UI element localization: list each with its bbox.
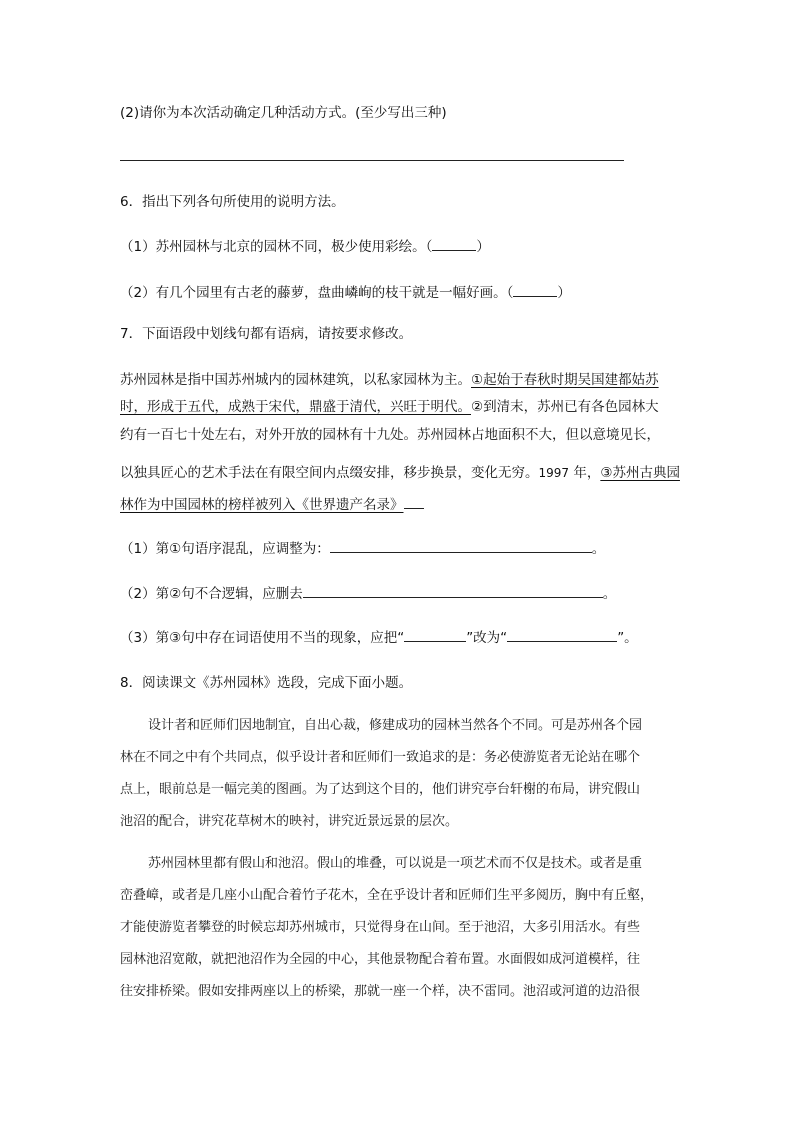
q8-para-2-line-5: 往安排桥梁。假如安排两座以上的桥梁，那就一座一个样，决不雷同。池沼或河道的边沿很 [120, 984, 641, 999]
q7-passage-line-2 [120, 398, 659, 416]
q6-item-2-text: （2）有几个园里有古老的藤萝，盘曲嶙峋的枝干就是一幅好画。（ [120, 285, 514, 301]
q7-sub-2-end: 。 [602, 586, 617, 602]
q7-sub-3-text-c: ”。 [617, 630, 638, 646]
q6-item-1 [120, 236, 490, 256]
sentence-1-underlined: ①起始于春秋时期吴国建都姑苏 [471, 372, 659, 388]
sentence-3-underlined: ③苏州古典园 [600, 465, 680, 481]
q6-item-2-close: ） [557, 285, 571, 301]
passage-text: 苏州园林是指中国苏州城内的园林建筑，以私家园林为主。 [120, 372, 471, 388]
passage-year: 1997 [538, 466, 570, 480]
q6-item-1-text: （1）苏州园林与北京的园林不同，极少使用彩绘。（ [120, 239, 433, 255]
q8-para-1-line-1: 设计者和匠师们因地制宜，自出心裁，修建成功的园林当然各个不同。可是苏州各个园 [148, 718, 643, 733]
q6-title: 6．指出下列各句所使用的说明方法。 [120, 194, 345, 210]
underline-tail [404, 494, 424, 509]
sentence-1-underlined-cont: 时，形成于五代，成熟于宋代，鼎盛于清代，兴旺于明代。 [120, 399, 471, 415]
q7-sub-3-text-b: ”改为“ [466, 630, 508, 646]
q6-item-1-blank[interactable] [432, 236, 476, 251]
sentence-2: ②到清末，苏州已有各色园林大 [471, 399, 659, 415]
q7-passage-line-4 [120, 464, 680, 482]
q8-para-2-line-3: 才能使游览者攀登的时候忘却苏州城市，只觉得身在山间。至于池沼，大多引用活水。有些 [120, 920, 641, 935]
q8-para-1-line-3: 点上，眼前总是一幅完美的图画。为了达到这个目的，他们讲究亭台轩榭的布局，讲究假山 [120, 782, 641, 797]
q7-sub-3 [120, 627, 638, 647]
q5-part2-prompt: (2)请你为本次活动确定几种活动方式。(至少写出三种) [120, 105, 447, 121]
q7-passage-line-5 [120, 494, 424, 514]
q7-sub-3-blank-2[interactable] [507, 627, 617, 642]
q8-para-2-line-1: 苏州园林里都有假山和池沼。假山的堆叠，可以说是一项艺术而不仅是技术。或者是重 [148, 856, 643, 871]
q7-title: 7．下面语段中划线句都有语病，请按要求修改。 [120, 326, 413, 342]
q7-sub-3-text-a: （3）第③句中存在词语使用不当的现象，应把“ [120, 630, 405, 646]
answer-line-q5[interactable] [120, 160, 624, 161]
q8-para-2-line-4: 园林池沼宽敞，就把池沼作为全园的中心，其他景物配合着布置。水面假如成河道模样，往 [120, 952, 641, 967]
q8-para-2-line-2: 峦叠嶂，或者是几座小山配合着竹子花木，全在乎设计者和匠师们生平多阅历，胸中有丘壑， [120, 888, 654, 903]
q8-para-1-line-2: 林在不同之中有个共同点，似乎设计者和匠师们一致追求的是：务必使游览者无论站在哪个 [120, 750, 641, 765]
q6-item-1-close: ） [476, 239, 490, 255]
q7-passage-line-1 [120, 371, 659, 389]
sentence-3-underlined-cont: 林作为中国园林的榜样被列入《世界遗产名录》 [120, 497, 404, 513]
q7-sub-2-text: （2）第②句不合逻辑，应删去 [120, 586, 303, 602]
q6-item-2-blank[interactable] [513, 282, 557, 297]
q8-title: 8．阅读课文《苏州园林》选段，完成下面小题。 [120, 675, 413, 691]
q7-sub-1-text: （1）第①句语序混乱，应调整为： [120, 541, 330, 557]
q6-item-2 [120, 282, 571, 302]
q7-sub-2-blank[interactable] [303, 583, 603, 598]
passage-text: 年， [569, 465, 601, 481]
q7-sub-1-end: 。 [591, 541, 606, 557]
q7-sub-1 [120, 538, 605, 558]
passage-text: 以独具匠心的艺术手法在有限空间内点缀安排，移步换景，变化无穷。 [120, 465, 539, 481]
q8-para-1-line-4: 池沼的配合，讲究花草树木的映衬，讲究近景远景的层次。 [120, 814, 459, 829]
q7-sub-1-blank[interactable] [330, 538, 592, 553]
q7-sub-2 [120, 583, 616, 603]
q7-passage-line-3: 约有一百七十处左右，对外开放的园林有十九处。苏州园林占地面积不大，但以意境见长， [120, 427, 660, 443]
q7-sub-3-blank-1[interactable] [404, 627, 466, 642]
